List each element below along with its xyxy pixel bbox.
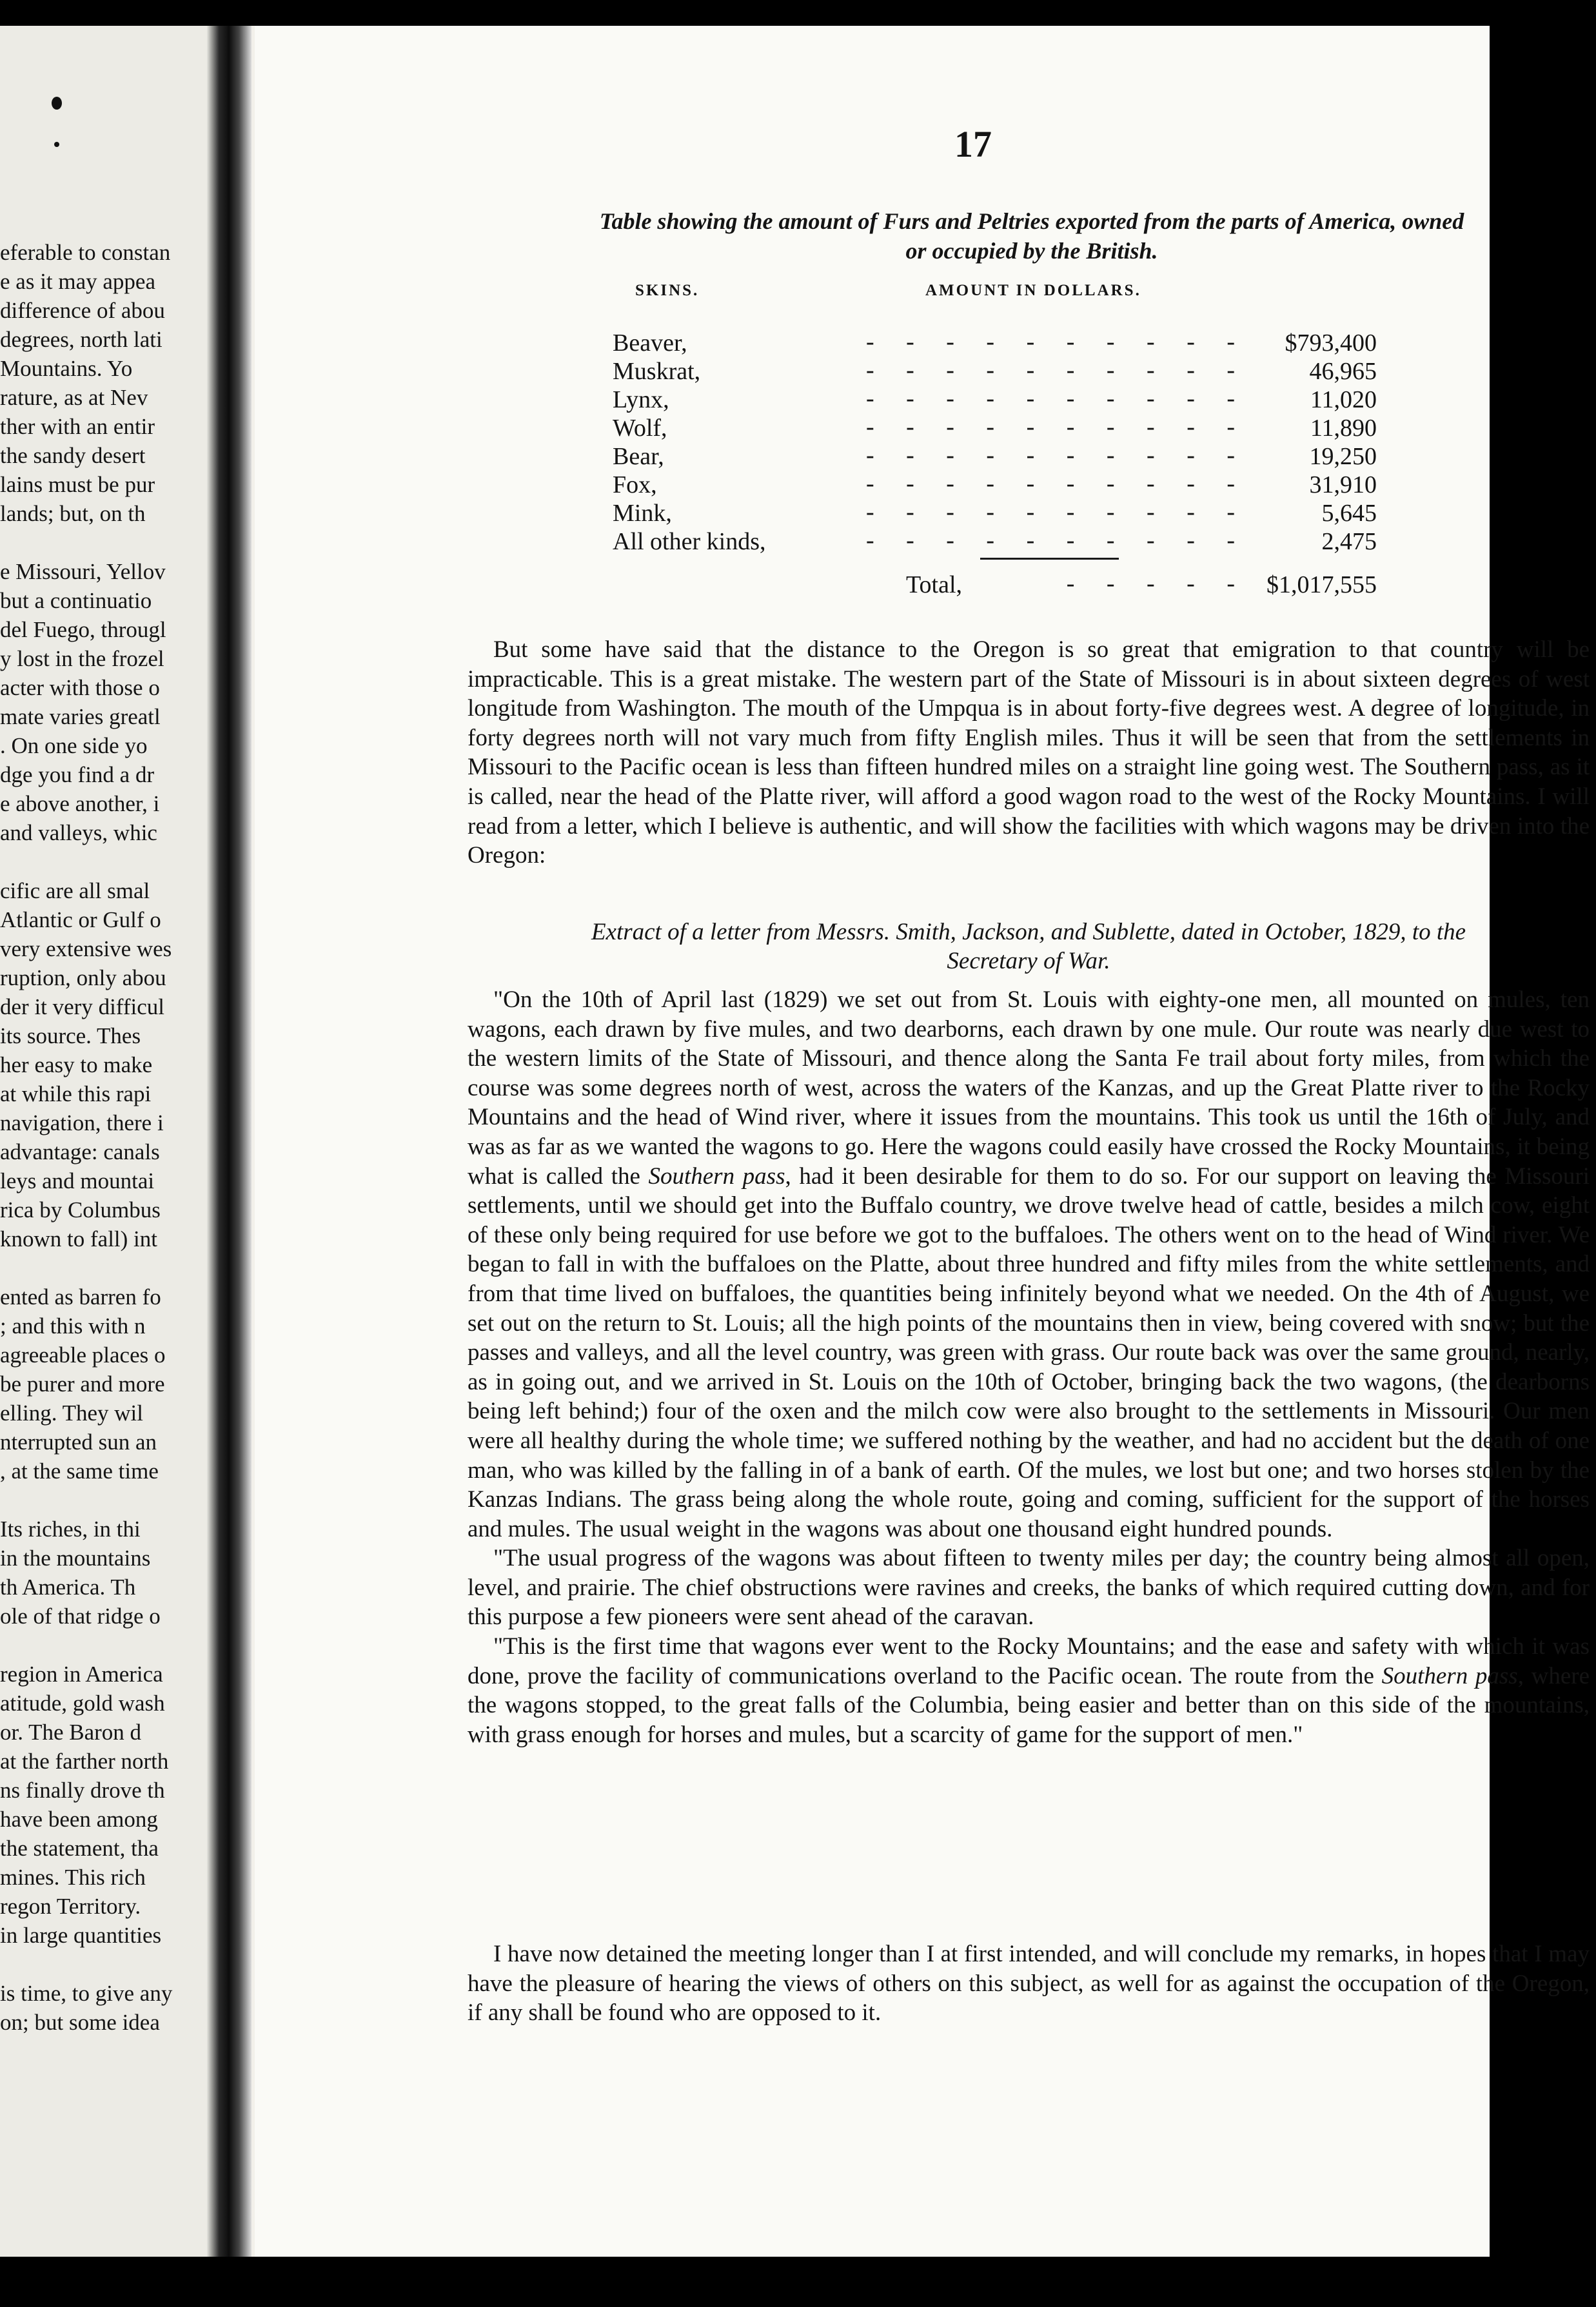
page	[255, 26, 1590, 2257]
ink-spot	[52, 97, 62, 110]
table-row	[613, 527, 1377, 556]
left-page-line: difference of abou	[0, 298, 165, 323]
left-page-line: mines. This rich	[0, 1865, 146, 1890]
closing-paragraph	[468, 1939, 1590, 2028]
left-page-line: navigation, there i	[0, 1110, 164, 1135]
total-label: Total,	[906, 571, 963, 598]
left-page-line: der it very difficul	[0, 994, 164, 1019]
left-page-line: nterrupted sun an	[0, 1429, 157, 1455]
left-page-line: very extensive wes	[0, 936, 172, 961]
skin-amount: 11,890	[1310, 415, 1377, 442]
letter-body	[468, 985, 1590, 1749]
left-page-line: y lost in the frozel	[0, 646, 164, 671]
leader-dots: - - - - - - - - - -	[865, 328, 1248, 355]
ink-spot	[54, 142, 59, 147]
left-page-line: the statement, tha	[0, 1836, 159, 1861]
leader-dots: - - - - - - - - - -	[865, 357, 1248, 384]
left-page-line: ented as barren fo	[0, 1284, 161, 1310]
skin-amount: 5,645	[1321, 500, 1377, 527]
left-page-line: dge you find a dr	[0, 762, 155, 787]
skin-amount: 2,475	[1321, 528, 1377, 555]
paragraph-distance	[468, 635, 1590, 870]
extract-caption: Extract of a letter from Messrs. Smith, Jackson, and Sublette, dated in October, 1829, to the	[591, 919, 1466, 945]
left-page-line: . On one side yo	[0, 733, 148, 758]
left-page-line: elling. They wil	[0, 1400, 143, 1426]
left-page-line: advantage: canals	[0, 1139, 160, 1164]
letter-text: , where the wagons stopped, to the great falls of the Columbia, being easier and better than on this side of the mountains, with grass enough for horses and mules, but a scarcity of game for the support of men."	[468, 1662, 1590, 1748]
letter-paragraph-1	[468, 985, 1590, 1544]
table-caption: Table showing the amount of Furs and Peltries exported from the parts of America, owned	[599, 208, 1464, 234]
leader-dots: - - - - - - - - - -	[865, 442, 1248, 469]
letter-text: "This is the first time that wagons ever went to the Rocky Mountains; and the ease and safety with which it was done, prove the facility of communications overland to the Pacific ocean. The route from the	[468, 1633, 1590, 1689]
total-dots: - - - - -	[1066, 570, 1248, 597]
leader-dots: - - - - - - - - - -	[865, 498, 1248, 525]
table-total-row	[613, 571, 1377, 599]
left-page-line: Atlantic or Gulf o	[0, 907, 161, 932]
left-page-fragment	[0, 26, 219, 2257]
letter-paragraph-3	[468, 1632, 1590, 1749]
leader-dots: - - - - - - - - - -	[865, 527, 1248, 554]
left-page-line: region in America	[0, 1662, 163, 1687]
letter-emphasis: Southern pass	[1381, 1662, 1518, 1689]
left-page-line: e as it may appea	[0, 269, 156, 294]
left-page-line: on; but some idea	[0, 2010, 160, 2035]
left-page-line: but a continuatio	[0, 588, 152, 613]
skin-name: Muskrat,	[613, 358, 701, 385]
left-page-line: leys and mountai	[0, 1168, 155, 1193]
left-page-line: ole of that ridge o	[0, 1604, 161, 1629]
left-page-line: cific are all smal	[0, 878, 150, 903]
left-page-line: degrees, north lati	[0, 327, 163, 352]
left-page-line: Mountains. Yo	[0, 356, 133, 381]
left-page-line: regon Territory.	[0, 1894, 141, 1919]
table-row	[613, 386, 1377, 414]
left-page-line: the sandy desert	[0, 443, 146, 468]
leader-dots: - - - - - - - - - -	[865, 385, 1248, 412]
table-row	[613, 499, 1377, 527]
table-row	[613, 442, 1377, 471]
left-page-line: or. The Baron d	[0, 1720, 142, 1745]
left-page-line: known to fall) int	[0, 1226, 157, 1252]
skin-amount: $793,400	[1285, 329, 1377, 357]
left-page-line: ruption, only abou	[0, 965, 166, 990]
leader-dots: - - - - - - - - - -	[865, 413, 1248, 440]
left-page-line: is time, to give any	[0, 1981, 173, 2006]
left-page-line: del Fuego, througl	[0, 617, 166, 642]
skin-name: All other kinds,	[613, 528, 766, 555]
letter-paragraph-2: "The usual progress of the wagons was about fifteen to twenty miles per day; the country being almost all open, level, and prairie. The chief obstructions were ravines and creeks, the banks of which required cutting down, and for this purpose a few pioneers were sent ahead of the caravan.	[468, 1545, 1590, 1631]
left-page-line: Its riches, in thi	[0, 1517, 141, 1542]
skin-amount: 19,250	[1309, 443, 1377, 470]
left-page-line: at the farther north	[0, 1749, 169, 1774]
left-page-line: ther with an entir	[0, 414, 155, 439]
column-header-skins: SKINS.	[635, 282, 700, 299]
left-page-line: rature, as at Nev	[0, 385, 148, 410]
table-row	[613, 329, 1377, 357]
paragraph-text: But some have said that the distance to the Oregon is so great that emigration to that country will be impracticable. This is a great mistake. The western part of the State of Missouri is in about sixteen degrees of west longitude from Washington. The mouth of the Umpqua is in about forty-five degrees west. A degree of longitude, in forty degrees north will not vary much from fifty English miles. Thus it will be seen that from the settlements in Missouri to the Pacific ocean is less than fifteen hundred miles on a straight line going west. The Southern pass, as it is called, near the head of the Platte river, will afford a good wagon road to the west of the Rocky Mountains. I will read from a letter, which I believe is authentic, and will show the facilities with which wagons may be driven into the Oregon:	[468, 636, 1590, 869]
left-page-line: ; and this with n	[0, 1313, 146, 1339]
left-page-line: eferable to constan	[0, 240, 171, 265]
left-page-line: and valleys, whic	[0, 820, 157, 845]
left-page-line: mate varies greatl	[0, 704, 161, 729]
skin-name: Fox,	[613, 471, 657, 498]
left-page-line: e Missouri, Yellov	[0, 559, 166, 584]
table-row	[613, 471, 1377, 499]
closing-text: I have now detained the meeting longer than I at first intended, and will conclude my remarks, in hopes that I may have the pleasure of hearing the views of others on this subject, as well for as against the occupation of the Oregon, if any shall be found who are opposed to it.	[468, 1941, 1590, 2027]
left-page-line: have been among	[0, 1807, 158, 1832]
left-page-line: in the mountains	[0, 1546, 151, 1571]
skin-amount: 46,965	[1309, 358, 1377, 385]
skin-amount: 31,910	[1309, 471, 1377, 498]
table-row	[613, 414, 1377, 442]
left-page-line: her easy to make	[0, 1052, 153, 1077]
table-caption-line2: or occupied by the British.	[905, 238, 1158, 264]
letter-text: , had it been desirable for them to do so. For our support on leaving the Missouri settlements, until we should get into the Buffalo country, we drove twelve head of cattle, besides a milch cow, eight of these only being required for use before we got to the buffaloes. The others went on to the head of Wind river. We began to fall in with the buffaloes on the Platte, about three hundred and fifty miles from the white settlements, and from that time lived on buffaloes, the quantities being infinitely beyond what we needed. On the 4th of August, we set out on the return to St. Louis; all the high points of the mountains then in view, being covered with snow; but the passes and valleys, and all the level country, was green with grass. Our route back was over the same ground, nearly, as in going out, and we arrived in St. Louis on the 10th of October, bringing back the two wagons, (the dearborns being left behind;) four of the oxen and the milch cow were also brought to the settlements in Missouri. Our men were all healthy during the whole time; we suffered nothing by the weather, and had no accident but the death of one man, who was killed by the falling in of a bank of earth. Of the mules, we lost but one; and two horses stolen by the Kanzas Indians. The grass being along the whole route, going and coming, sufficient for the support of the horses and mules. The usual weight in the wagons was about one thousand eight hundred pounds.	[468, 1163, 1590, 1542]
left-page-line: be purer and more	[0, 1371, 165, 1397]
left-page-line: at while this rapi	[0, 1081, 152, 1106]
left-page-line: atitude, gold wash	[0, 1691, 165, 1716]
letter-emphasis: Southern pass	[648, 1163, 785, 1190]
column-header-amount: AMOUNT IN DOLLARS.	[925, 282, 1141, 299]
scanned-spread	[0, 26, 1590, 2257]
skin-name: Mink,	[613, 500, 672, 527]
skin-name: Wolf,	[613, 415, 667, 442]
skin-amount: 11,020	[1310, 386, 1377, 413]
left-page-line: ns finally drove th	[0, 1778, 165, 1803]
book-gutter	[206, 26, 251, 2257]
left-page-line: its source. Thes	[0, 1023, 141, 1048]
skin-name: Beaver,	[613, 329, 687, 357]
left-page-line: th America. Th	[0, 1575, 136, 1600]
skin-name: Lynx,	[613, 386, 669, 413]
left-page-line: agreeable places o	[0, 1342, 166, 1368]
left-page-line: in large quantities	[0, 1923, 162, 1948]
left-page-line: lands; but, on th	[0, 501, 146, 526]
total-rule	[980, 558, 1119, 560]
page-number: 17	[954, 123, 992, 165]
left-page-line: , at the same time	[0, 1458, 159, 1484]
left-page-line: lains must be pur	[0, 472, 155, 497]
skin-name: Bear,	[613, 443, 664, 470]
leader-dots: - - - - - - - - - -	[865, 470, 1248, 497]
letter-text: "On the 10th of April last (1829) we set out from St. Louis with eighty-one men, all mounted on mules, ten wagons, each drawn by five mules, and two dearborns, each drawn by one mule. Our route was nearly due west to the western limits of the State of Missouri, and thence along the Santa Fe trail about forty miles, from which the course was some degrees north of west, across the waters of the Kanzas, and up the Great Platte river to the Rocky Mountains and the head of Wind river, where it issues from the mountains. This took us until the 16th of July, and was as far as we wanted the wagons to go. Here the wagons could easily have crossed the Rocky Mountains, it being what is called the	[468, 987, 1590, 1190]
total-amount: $1,017,555	[1266, 571, 1377, 598]
left-page-line: rica by Columbus	[0, 1197, 161, 1222]
left-page-line: e above another, i	[0, 791, 160, 816]
left-page-line: acter with those o	[0, 675, 160, 700]
extract-caption-line2: Secretary of War.	[947, 948, 1110, 974]
table-row	[613, 357, 1377, 386]
